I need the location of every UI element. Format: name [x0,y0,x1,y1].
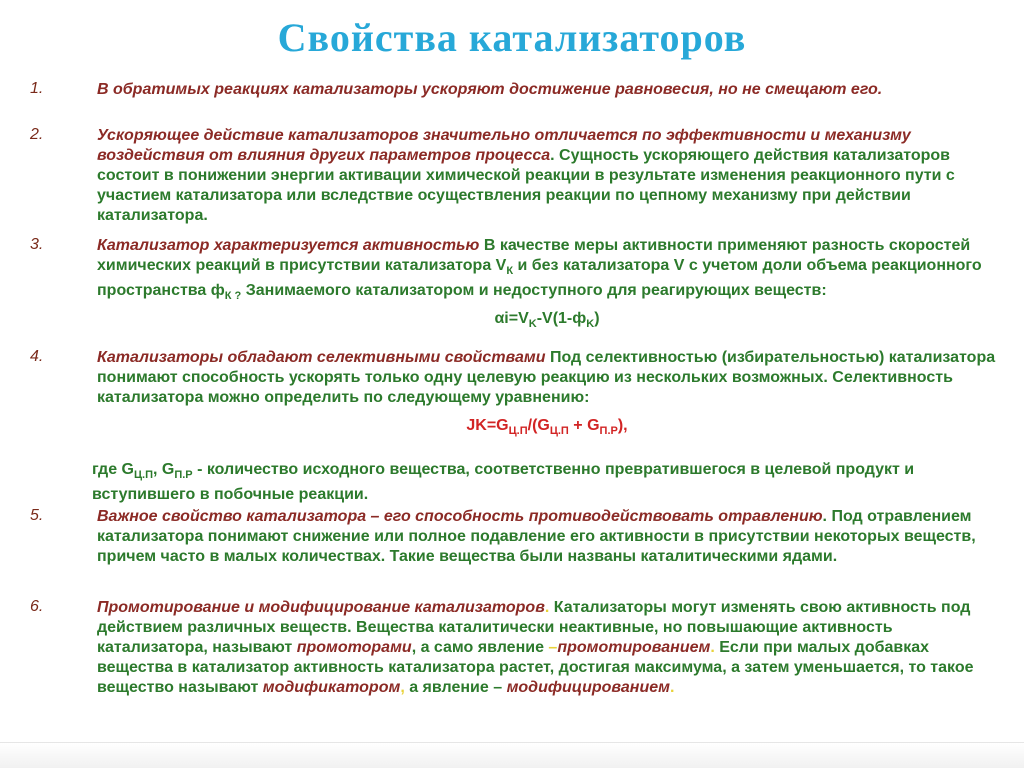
item-number: 2. [30,126,44,143]
footer-divider [0,742,1024,768]
formula-explanation: где $G_{Ц.П}$, $G_{П.Р}$ - количество исходного вещества, соответственно превратившегося в целевой продукт и вступившего в побочные реакции. [92,461,915,504]
item-number: 3. [30,236,44,253]
item-text [97,348,997,441]
slide-title: Свойства катализаторов [277,15,747,60]
item-description: . Под отравлением катализатора понимают снижение или полное подавление его активности в присутствии некоторых веществ, причем часто в малых количествах. Такие вещества были названы каталитическими ядами. [97,508,976,565]
item-heading: Ускоряющее действие катализаторов значительно отличается по эффективности и механизму воздействия от влияния других параметров процесса [97,127,911,164]
item-description: Сущность ускоряющего действия катализаторов состоит в понижении энергии активации химической реакции в результате изменения реакционного пути с участием катализатора или вследствие осуществления реакции по цепному механизму при действии катализатора. [97,147,955,224]
item-text: Катализатор характеризуется активностью В качестве меры активности применяют разность скоростей химических реакций в присутствии катализатора $V_К$ и без катализатора V с учетом доли объема реакционного пространства $ф_{К ?}$ Занимаемого катализатором и недоступного для реагирующих веществ: $\alpha i=V_K-V(1-ф_K)$ [97,236,997,335]
item-text [97,507,997,567]
item-number: 1. [30,80,44,97]
item-heading: Важное свойство катализатора – его способность противодействовать отравлению [97,508,823,525]
item-heading: В обратимых реакциях катализаторы ускоряют достижение равновесия, но не смещают его. [97,81,883,98]
item-text: Промотирование и модифицирование катализаторов. Катализаторы могут изменять свою активность под действием различных веществ. Вещества каталитически неактивные, но повышающие активность катализатора, называют промоторами, а само явление –промотированием. Если при малых добавках вещества в катализатор активность катализатора растет, достигая максимума, а затем уменьшается, то такое вещество называют модификатором, а явление – модифицированием. [97,599,974,696]
selectivity-formula: $JK=G_{Ц.П}/(G_{Ц.П} + G_{П.Р})$, [466,417,628,438]
item-description: Под селективностью (избирательностью) катализатора понимают способность ускорять только одну целевую реакцию из нескольких возможных. Селективность катализатора можно определить по следующему уравнению: [97,349,996,406]
item-heading: Катализатор характеризуется активностью [97,237,480,254]
item-heading: Катализаторы обладают селективными свойствами [97,349,546,366]
activity-formula: $\alpha i=V_K-V(1-ф_K)$ [494,310,600,331]
item-number: 4. [30,348,44,365]
item-heading: Промотирование и модифицирование катализаторов [97,599,545,616]
item-number: 5. [30,507,44,524]
item-text [97,80,997,100]
item-text: Ускоряющее действие катализаторов значительно отличается по эффективности и механизму воздействия от влияния других параметров процесса. Сущность ускоряющего действия катализаторов состоит в понижении энергии активации химической реакции в результате изменения реакционного пути с участием катализатора или вследствие осуществления реакции по цепному механизму при действии катализатора. [97,127,955,224]
item-number: 6. [30,598,44,615]
